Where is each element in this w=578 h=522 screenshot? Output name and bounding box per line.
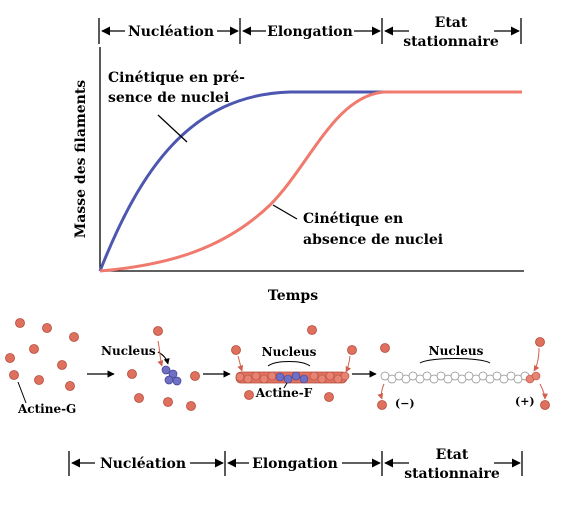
y-axis-label: Masse des filaments (73, 79, 89, 239)
annotation-presence-leader (158, 115, 187, 142)
annotation-presence-line1: Cinétique en pré- (108, 70, 245, 86)
mechanism (6, 319, 550, 417)
annotation-presence-line2: sence de nuclei (108, 90, 230, 106)
label-actine-f: Actine-F (255, 386, 313, 400)
bottom-phase-steady-line1: Etat (435, 447, 469, 463)
annotation-absence-line1: Cinétique en (303, 211, 404, 227)
top-phase-steady-line2: stationnaire (403, 34, 499, 50)
nucleus-cluster-1 (162, 366, 181, 385)
top-phase-elongation: Elongation (267, 24, 353, 40)
annotation-absence-line2: absence de nuclei (303, 232, 444, 248)
label-actine-g: Actine-G (18, 402, 77, 416)
label-plus-end: (+) (515, 395, 535, 408)
x-axis-label: Temps (267, 288, 319, 304)
label-nucleus-1: Nucleus (101, 344, 156, 358)
free-monomers (6, 319, 79, 391)
filament-steady (381, 372, 540, 383)
top-phase-steady-line1: Etat (434, 15, 468, 31)
annotation-absence-leader (273, 205, 297, 219)
label-minus-end: (−) (395, 397, 415, 410)
bottom-phase-nucleation: Nucléation (99, 456, 187, 472)
bottom-phase-steady-line2: stationnaire (404, 466, 500, 482)
top-phase-nucleation: Nucléation (127, 24, 215, 40)
label-nucleus-3: Nucleus (428, 344, 484, 358)
bottom-phase-elongation: Elongation (252, 456, 338, 472)
filament-growing (236, 372, 349, 383)
label-nucleus-2: Nucleus (261, 345, 317, 359)
